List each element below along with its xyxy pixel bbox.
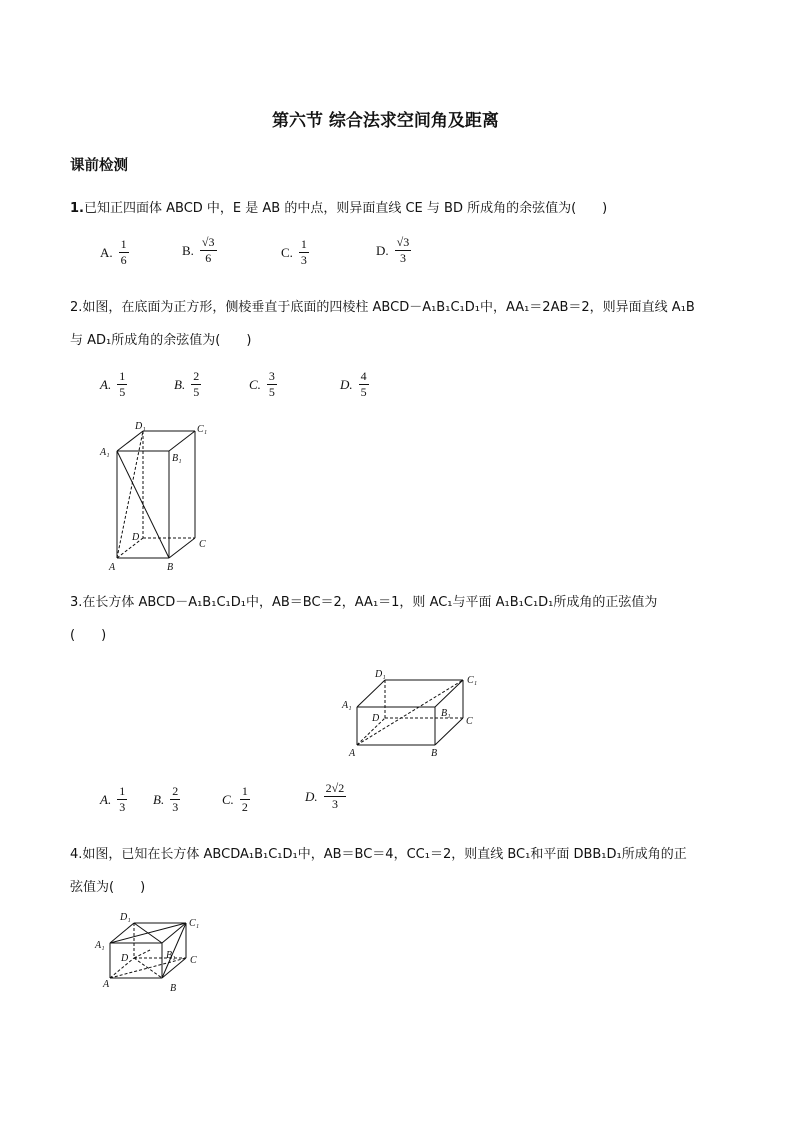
vertex-label-d1: D₁: [375, 669, 386, 680]
vertex-label-c1: C₁: [197, 424, 208, 435]
fraction: [117, 370, 127, 399]
edge: [435, 718, 463, 745]
question-4-line-1: 4.如图，已知在长方体 ABCDA₁B₁C₁D₁中，AB＝BC＝4，CC₁＝2，则直线 BC₁和平面 DBB₁D₁所成角的正: [70, 847, 687, 862]
vertex-label-a1: A₁: [100, 447, 110, 458]
figure-q4-box: [90, 908, 210, 1000]
edge: [169, 431, 195, 451]
vertex-label-c: C: [190, 955, 197, 966]
option-label: B.: [174, 376, 186, 392]
question-2-line-2: 与 AD₁所成角的余弦值为( ): [70, 333, 252, 348]
option-label: A.: [100, 791, 112, 807]
question-3-line-1: 3.在长方体 ABCD－A₁B₁C₁D₁中，AB＝BC＝2，AA₁＝1，则 AC₁与平面 A₁B₁C₁D₁所成角的正弦值为: [70, 595, 658, 610]
fraction: [267, 370, 277, 399]
numerator: 1: [300, 237, 307, 251]
option-label: C.: [281, 244, 293, 260]
edge: [169, 538, 195, 558]
denominator: 3: [119, 800, 126, 814]
numerator: √3: [396, 235, 410, 249]
hidden-segment: [134, 950, 150, 958]
question-3-line-2: ( ): [70, 628, 107, 643]
hidden-edge: [357, 718, 385, 745]
q2-option-d: [340, 370, 369, 399]
diagonal-d1b1: [134, 923, 162, 943]
fraction: [117, 785, 127, 814]
denominator: 6: [205, 251, 212, 265]
q1-option-a: [100, 238, 129, 267]
vertex-label-a: A: [349, 748, 356, 759]
edge: [435, 680, 463, 707]
denominator: 3: [172, 800, 179, 814]
denominator: 3: [300, 253, 307, 267]
figure-q2-prism: [95, 418, 220, 576]
option-label: D.: [376, 242, 389, 258]
edge: [357, 680, 385, 707]
vertex-label-d: D: [132, 532, 140, 543]
numerator: 2: [172, 784, 179, 798]
q3-option-c: [222, 785, 250, 814]
vertex-label-b1: B₁: [166, 950, 176, 961]
fraction: [240, 785, 250, 814]
numerator: 1: [119, 369, 126, 383]
denominator: 5: [193, 385, 200, 399]
question-1: [70, 197, 607, 216]
fraction: [359, 370, 369, 399]
numerator: 4: [360, 369, 367, 383]
option-label: B.: [153, 791, 165, 807]
vertex-label-d1: D₁: [120, 912, 131, 923]
numerator: 2√2: [325, 781, 345, 795]
numerator: 1: [119, 784, 126, 798]
option-label: A.: [100, 244, 113, 260]
q3-option-d: [305, 782, 346, 811]
option-label: C.: [222, 791, 234, 807]
diagonal-db: [134, 958, 162, 978]
vertex-label-b1: B₁: [172, 453, 182, 464]
q1-option-d: [376, 236, 411, 265]
denominator: 3: [399, 251, 406, 265]
q1-option-b: [182, 236, 217, 265]
vertex-label-c1: C₁: [467, 675, 478, 686]
vertex-label-b: B: [167, 562, 174, 573]
option-label: B.: [182, 242, 194, 258]
vertex-label-a1: A₁: [95, 940, 105, 951]
denominator: 3: [331, 797, 338, 811]
fraction: [299, 238, 309, 267]
q3-option-a: [100, 785, 127, 814]
page-title: 第六节 综合法求空间角及距离: [272, 111, 499, 131]
numerator: 1: [241, 784, 248, 798]
numerator: 1: [120, 237, 127, 251]
option-label: C.: [249, 376, 261, 392]
vertex-label-b1: B₁: [441, 708, 451, 719]
figure-q3-box: [337, 660, 487, 762]
numerator: √3: [201, 235, 215, 249]
vertex-label-c: C: [466, 716, 473, 727]
q1-option-c: [281, 238, 309, 267]
vertex-label-b: B: [431, 748, 438, 759]
denominator: 5: [268, 385, 275, 399]
numerator: 2: [193, 369, 200, 383]
question-1-number: 1.: [70, 201, 84, 216]
fraction: [170, 785, 180, 814]
vertex-label-a1: A₁: [342, 700, 352, 711]
vertex-label-d: D: [121, 953, 129, 964]
denominator: 6: [120, 253, 127, 267]
fraction: [191, 370, 201, 399]
question-4-line-2: 弦值为( ): [70, 880, 146, 895]
fraction: [324, 782, 347, 811]
vertex-label-a: A: [109, 562, 116, 573]
section-heading: 课前检测: [70, 157, 128, 174]
denominator: 5: [360, 385, 367, 399]
fraction: [200, 236, 217, 265]
q3-option-b: [153, 785, 180, 814]
q2-option-c: [249, 370, 277, 399]
question-1-text: 已知正四面体 ABCD 中，E 是 AB 的中点，则异面直线 CE 与 BD 所成角的余弦值为( ): [83, 201, 608, 216]
q2-option-b: [174, 370, 201, 399]
vertex-label-c1: C₁: [189, 918, 200, 929]
option-label: D.: [340, 376, 353, 392]
vertex-label-d: D: [372, 713, 380, 724]
question-2-line-1: 2.如图，在底面为正方形，侧棱垂直于底面的四棱柱 ABCD－A₁B₁C₁D₁中，AA₁＝2AB＝2，则异面直线 A₁B: [70, 300, 695, 315]
option-label: A.: [100, 376, 112, 392]
vertex-label-c: C: [199, 539, 206, 550]
option-label: D.: [305, 788, 318, 804]
vertex-label-d1: D₁: [135, 421, 146, 432]
vertex-label-a: A: [103, 979, 110, 990]
numerator: 3: [268, 369, 275, 383]
fraction: [395, 236, 412, 265]
vertex-label-b: B: [170, 983, 177, 994]
fraction: [119, 238, 129, 267]
q2-option-a: [100, 370, 127, 399]
denominator: 2: [241, 800, 248, 814]
denominator: 5: [119, 385, 126, 399]
